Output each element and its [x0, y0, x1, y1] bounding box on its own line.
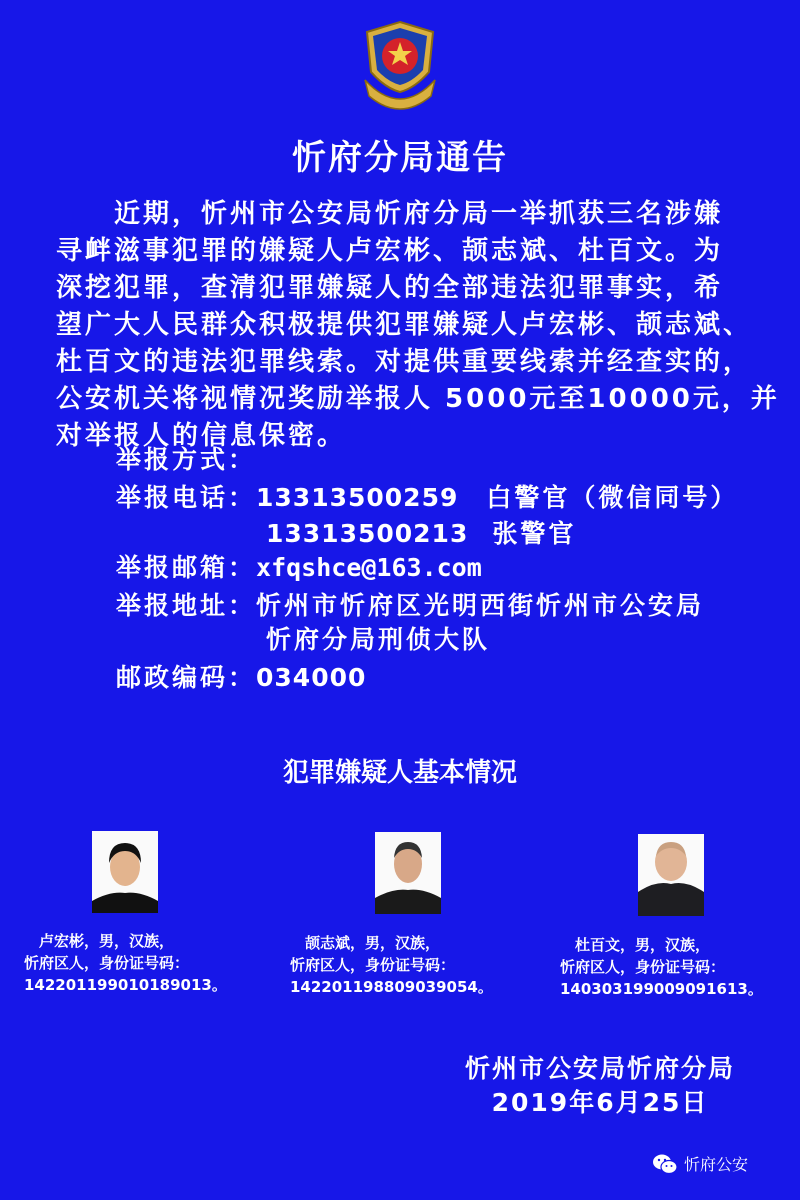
suspect-photo: [638, 834, 704, 916]
email-address[interactable]: xfqshce@163.com: [256, 553, 482, 582]
paragraph-line: 杜百文的违法犯罪线索。对提供重要线索并经查实的，: [56, 347, 753, 377]
suspect-info: [24, 930, 227, 996]
suspect-photo: [375, 832, 441, 914]
suspect-id-number: 142201198809039054。: [290, 978, 493, 996]
postcode-label: 邮政编码：: [116, 663, 257, 692]
phone-row-2: [266, 514, 576, 550]
suspect-origin-line: 忻府区人，身份证号码：: [560, 958, 726, 976]
phone-number-2: 13313500213: [266, 519, 469, 548]
address-row: [116, 586, 704, 622]
notice-title: 忻府分局通告: [292, 138, 508, 178]
email-label: 举报邮箱：: [116, 553, 257, 582]
suspect-origin-line: 忻府区人，身份证号码：: [24, 954, 190, 972]
wechat-icon: [652, 1153, 678, 1175]
phone-number-1: 13313500259: [256, 483, 459, 512]
paragraph-line: 深挖犯罪，查清犯罪嫌疑人的全部违法犯罪事实，希: [56, 273, 724, 303]
postcode-value: 034000: [256, 663, 367, 692]
suspect-name-line: 杜百文，男，汉族，: [560, 936, 711, 954]
paragraph-line: 寻衅滋事犯罪的嫌疑人卢宏彬、颉志斌、杜百文。为: [56, 236, 724, 266]
address-line-2: 忻府分局刑侦大队: [266, 625, 491, 654]
suspect-origin-line: 忻府区人，身份证号码：: [290, 956, 456, 974]
signature-org: 忻州市公安局忻府分局: [465, 1054, 736, 1083]
suspect-info: [560, 934, 763, 1000]
suspect-id-number: 142201199010189013。: [24, 976, 227, 994]
signature: [465, 1052, 735, 1120]
suspect-photo: [92, 831, 158, 913]
suspect-info: [290, 932, 493, 998]
suspects-title: 犯罪嫌疑人基本情况: [282, 758, 517, 788]
paragraph-line: 望广大人民群众积极提供犯罪嫌疑人卢宏彬、颉志斌、: [56, 310, 753, 340]
phone-contact-2: 张警官: [492, 519, 577, 548]
paragraph-line: 近期，忻州市公安局忻府分局一举抓获三名涉嫌: [56, 199, 724, 229]
suspect-id-number: 140303199009091613。: [560, 980, 763, 998]
watermark: [652, 1152, 748, 1175]
phone-contact-1: 白警官（微信同号）: [486, 483, 739, 512]
suspect-name-line: 颉志斌，男，汉族，: [290, 934, 441, 952]
suspect-name-line: 卢宏彬，男，汉族，: [24, 932, 175, 950]
signature-date: 2019年6月25日: [491, 1088, 709, 1117]
postcode-row: [116, 658, 366, 694]
address-line-1: 忻州市忻府区光明西街忻州市公安局: [256, 591, 705, 620]
address-label: 举报地址：: [116, 591, 257, 620]
email-row: [116, 548, 482, 584]
paragraph-line: 对举报人的信息保密。: [56, 421, 347, 451]
report-methods-label: 举报方式：: [116, 445, 257, 474]
phone-label: 举报电话：: [116, 483, 257, 512]
watermark-text: 忻府公安: [684, 1155, 749, 1174]
notice-paragraph: [56, 196, 780, 455]
paragraph-line: 公安机关将视情况奖励举报人 5000元至10000元，并: [56, 384, 780, 414]
phone-row: [116, 478, 738, 514]
police-emblem-icon: [355, 18, 445, 114]
